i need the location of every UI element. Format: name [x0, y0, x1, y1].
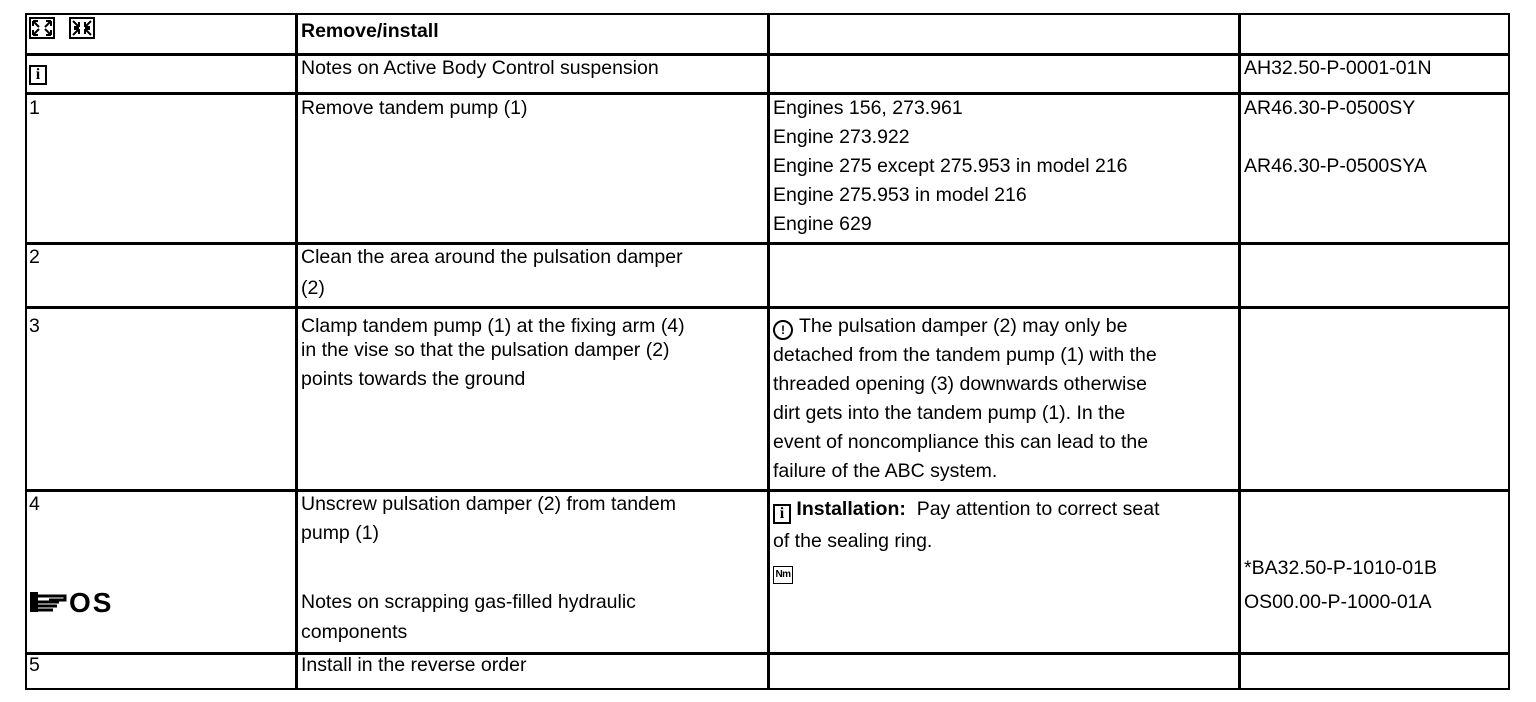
row-divider: [27, 306, 1508, 309]
scrap-text: Notes on scrapping gas-filled hydraulic: [301, 591, 636, 613]
step-text: pump (1): [301, 522, 380, 544]
step-text: Unscrew pulsation damper (2) from tandem: [301, 493, 676, 515]
step-number: 1: [29, 97, 40, 119]
ref-link[interactable]: AR46.30-P-0500SY: [1244, 97, 1416, 119]
condition: Engine 275.953 in model 216: [773, 184, 1027, 206]
col-divider: [1238, 15, 1241, 688]
torque-icon[interactable]: Nm: [773, 557, 793, 586]
condition: Engine 629: [773, 213, 872, 235]
installation-note: of the sealing ring.: [773, 530, 933, 552]
step-number: 2: [29, 246, 40, 268]
notes-text: Notes on Active Body Control suspension: [301, 57, 659, 79]
step-number: 5: [29, 654, 40, 676]
step-number: 3: [29, 315, 40, 337]
expand-collapse-icons[interactable]: [29, 17, 99, 48]
notes-ref-link[interactable]: AH32.50-P-0001-01N: [1244, 57, 1432, 79]
installation-note: i Installation: Pay attention to correct seat: [773, 495, 1160, 524]
info-icon: i: [773, 504, 791, 524]
warning-note: dirt gets into the tandem pump (1). In the: [773, 402, 1126, 424]
warning-note: ! The pulsation damper (2) may only be: [773, 312, 1127, 341]
step-text: Install in the reverse order: [301, 654, 527, 676]
scrap-ref-link[interactable]: OS00.00-P-1000-01A: [1244, 591, 1432, 613]
row-divider: [27, 489, 1508, 492]
step-text: (2): [301, 277, 325, 299]
hand-pointer-icon: [29, 590, 69, 614]
row-divider: [27, 242, 1508, 245]
warning-icon: !: [773, 320, 793, 340]
scrap-text: components: [301, 621, 408, 643]
info-icon: i: [29, 56, 47, 85]
warning-note: threaded opening (3) downwards otherwise: [773, 373, 1147, 395]
condition: Engines 156, 273.961: [773, 97, 963, 119]
step-number: 4: [29, 493, 40, 515]
step-text: Remove tandem pump (1): [301, 97, 528, 119]
expand-icon[interactable]: [29, 17, 99, 39]
page-title: Remove/install: [301, 20, 439, 42]
step-text: points towards the ground: [301, 368, 526, 390]
warning-note: detached from the tandem pump (1) with the: [773, 344, 1157, 366]
step-text: Clean the area around the pulsation damper: [301, 246, 683, 268]
col-divider: [767, 15, 770, 688]
condition: Engine 273.922: [773, 126, 910, 148]
ref-link[interactable]: AR46.30-P-0500SYA: [1244, 155, 1427, 177]
row-divider: [27, 652, 1508, 655]
torque-ref-link[interactable]: *BA32.50-P-1010-01B: [1244, 557, 1437, 579]
col-divider: [295, 15, 298, 688]
step-text: in the vise so that the pulsation damper (2): [301, 339, 670, 361]
step-text: Clamp tandem pump (1) at the fixing arm (4): [301, 315, 685, 337]
scrap-os-icon: OS: [29, 588, 113, 617]
condition: Engine 275 except 275.953 in model 216: [773, 155, 1128, 177]
warning-note: failure of the ABC system.: [773, 460, 998, 482]
warning-note: event of noncompliance this can lead to the: [773, 431, 1149, 453]
